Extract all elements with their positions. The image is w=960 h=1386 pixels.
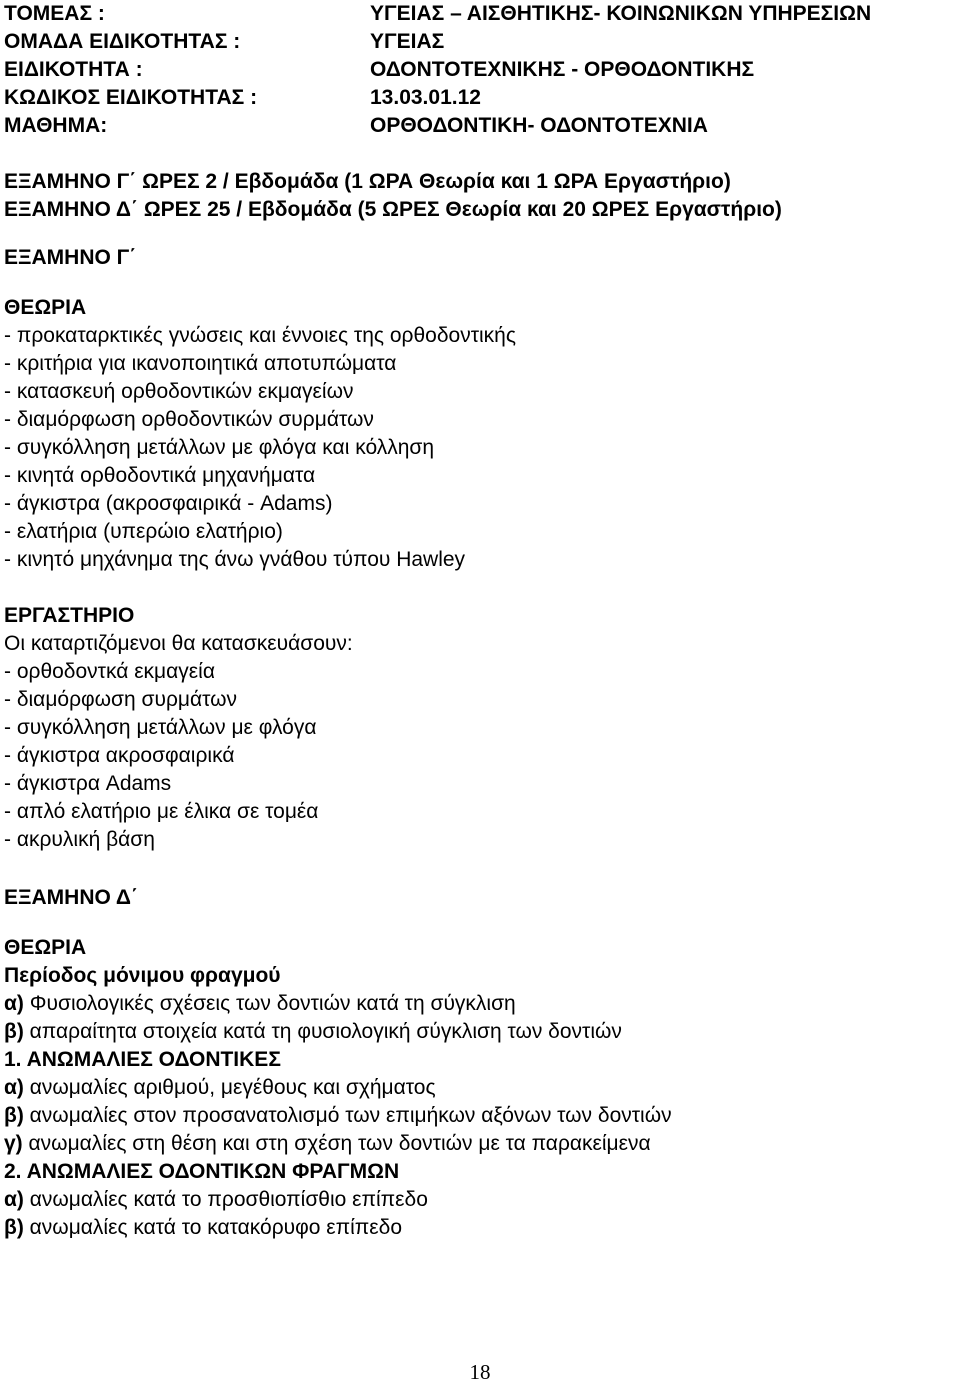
list-item (4, 1186, 954, 1214)
header-row-code (4, 84, 954, 112)
item-marker: β) (4, 1020, 24, 1043)
list-item: - άγκιστρα Adams (4, 772, 172, 795)
header-label: ΜΑΘΗΜΑ: (4, 114, 108, 137)
item-text: ανωμαλίες αριθμού, μεγέθους και σχήματος (29, 1076, 436, 1099)
header-block (4, 0, 954, 140)
list-item: - απλό ελατήριο με έλικα σε τομέα (4, 800, 319, 823)
item-text: ανωμαλίες στον προσανατολισμό των επιμήκων αξόνων των δοντιών (29, 1104, 672, 1127)
item-text: ανωμαλίες κατά το προσθιοπίσθιο επίπεδο (29, 1188, 428, 1211)
lab-title: ΕΡΓΑΣΤΗΡΙΟ (4, 604, 135, 627)
section1-list (4, 1074, 954, 1158)
list-item (4, 1102, 704, 1130)
header-row-specialty (4, 56, 954, 84)
list-item (4, 1130, 704, 1158)
list-item (4, 990, 954, 1018)
list-item (4, 1214, 954, 1242)
header-row-course (4, 112, 954, 140)
item-marker: β) (4, 1104, 24, 1127)
semester-title: ΕΞΑΜΗΝΟ Γ΄ (4, 246, 137, 269)
list-item: - κριτήρια για ικανοποιητικά αποτυπώματα (4, 352, 397, 375)
list-item (4, 1018, 954, 1046)
list-item: - κατασκευή ορθοδοντικών εκμαγείων (4, 380, 354, 403)
header-value: 13.03.01.12 (370, 86, 481, 109)
semester-d-section (4, 884, 954, 1242)
item-marker: γ) (4, 1132, 23, 1155)
semester-title: ΕΞΑΜΗΝΟ Δ΄ (4, 886, 138, 909)
list-item: - διαμόρφωση ορθοδοντικών συρμάτων (4, 408, 374, 431)
header-label: ΕΙΔΙΚΟΤΗΤΑ : (4, 58, 143, 81)
item-marker: α) (4, 1076, 24, 1099)
header-label: ΤΟΜΕΑΣ : (4, 2, 105, 25)
period-list (4, 990, 954, 1046)
section1-title: 1. ΑΝΩΜΑΛΙΕΣ ΟΔΟΝΤΙΚΕΣ (4, 1048, 281, 1071)
hours-semester-d: ΕΞΑΜΗΝΟ Δ΄ ΩΡΕΣ 25 / Εβδομάδα (5 ΩΡΕΣ Θεωρία και 20 ΩΡΕΣ Εργαστήριο) (4, 198, 782, 221)
item-text: ανωμαλίες κατά το κατακόρυφο επίπεδο (29, 1216, 403, 1239)
header-value: ΥΓΕΙΑΣ (370, 30, 445, 53)
hours-block (4, 168, 954, 224)
theory-title: ΘΕΩΡΙΑ (4, 936, 87, 959)
list-item: - ακρυλική βάση (4, 828, 155, 851)
header-value: ΥΓΕΙΑΣ – ΑΙΣΘΗΤΙΚΗΣ- ΚΟΙΝΩΝΙΚΩΝ ΥΠΗΡΕΣΙΩΝ (370, 2, 872, 25)
list-item: - διαμόρφωση συρμάτων (4, 688, 238, 711)
item-marker: α) (4, 1188, 24, 1211)
list-item: - ορθοδοντκά εκμαγεία (4, 660, 215, 683)
list-item: - συγκόλληση μετάλλων με φλόγα και κόλληση (4, 436, 435, 459)
document-page (4, 0, 954, 1242)
list-item: - άγκιστρα ακροσφαιρικά (4, 744, 235, 767)
header-row-group (4, 28, 954, 56)
item-marker: β) (4, 1216, 24, 1239)
theory-list (4, 322, 954, 574)
list-item: - κινητά ορθοδοντικά μηχανήματα (4, 464, 316, 487)
hours-semester-c: ΕΞΑΜΗΝΟ Γ΄ ΩΡΕΣ 2 / Εβδομάδα (1 ΩΡΑ Θεωρία και 1 ΩΡΑ Εργαστήριο) (4, 170, 731, 193)
header-value: ΟΡΘΟΔΟΝΤΙΚΗ- ΟΔΟΝΤΟΤΕΧΝΙΑ (370, 114, 708, 137)
item-text: απαραίτητα στοιχεία κατά τη φυσιολογική σύγκλιση των δοντιών (29, 1020, 622, 1043)
section2-list (4, 1186, 954, 1242)
list-item: - προκαταρκτικές γνώσεις και έννοιες της ορθοδοντικής (4, 324, 516, 347)
header-label: ΟΜΑΔΑ ΕΙΔΙΚΟΤΗΤΑΣ : (4, 30, 241, 53)
header-row-sector (4, 0, 954, 28)
section2-title: 2. ΑΝΩΜΑΛΙΕΣ ΟΔΟΝΤΙΚΩΝ ΦΡΑΓΜΩΝ (4, 1160, 400, 1183)
lab-list (4, 658, 954, 854)
page-number: 18 (469, 1360, 491, 1384)
list-item (4, 1074, 954, 1102)
header-value: ΟΔΟΝΤΟΤΕΧΝΙΚΗΣ - ΟΡΘΟΔΟΝΤΙΚΗΣ (370, 58, 755, 81)
item-text: ανωμαλίες στη θέση και στη σχέση των δοντιών με τα παρακείμενα (28, 1132, 651, 1155)
item-text: Φυσιολογικές σχέσεις των δοντιών κατά τη σύγκλιση (29, 992, 516, 1015)
list-item: - συγκόλληση μετάλλων με φλόγα (4, 716, 317, 739)
header-label: ΚΩΔΙΚΟΣ ΕΙΔΙΚΟΤΗΤΑΣ : (4, 86, 258, 109)
list-item: - ελατήρια (υπερώιο ελατήριο) (4, 520, 283, 543)
theory-title: ΘΕΩΡΙΑ (4, 296, 87, 319)
list-item: - κινητό μηχάνημα της άνω γνάθου τύπου Hawley (4, 548, 466, 571)
semester-c-section (4, 244, 954, 854)
list-item: - άγκιστρα (ακροσφαιρικά - Adams) (4, 492, 333, 515)
item-marker: α) (4, 992, 24, 1015)
period-title: Περίοδος μόνιμου φραγμού (4, 964, 281, 987)
lab-intro: Οι καταρτιζόμενοι θα κατασκευάσουν: (4, 632, 353, 655)
